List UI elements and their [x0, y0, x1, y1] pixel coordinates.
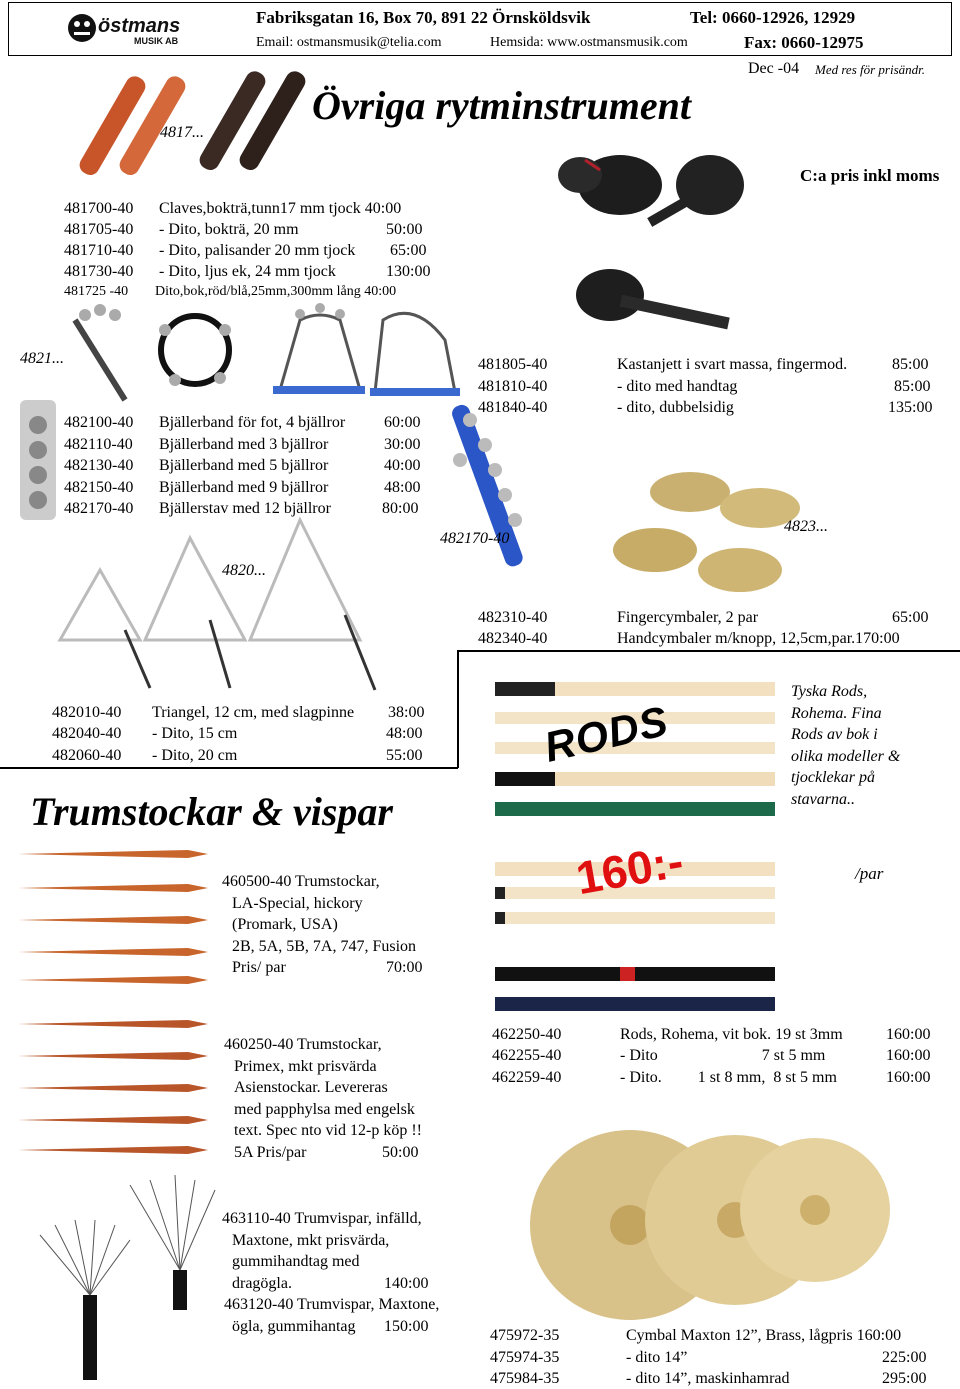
- divider-vertical: [457, 650, 459, 768]
- sticks2-text: 460250-40 Trumstockar, Primex, mkt prisvärda Asienstockar. Levereras med papphylsa med engelsk text. Spec nto vid 12-p köp !! 5A Pris/par 50:00: [224, 1036, 422, 1161]
- rods-per-label: /par: [855, 864, 884, 883]
- ostmans-logo: [64, 8, 194, 48]
- drumsticks-image-2: [18, 1018, 208, 1158]
- brushes-image: [30, 1175, 220, 1385]
- finger-cymbals-image: [610, 460, 810, 600]
- castanets-image: [540, 130, 790, 345]
- divider-left: [0, 767, 458, 769]
- drumsticks-image-1: [18, 848, 208, 988]
- cymbals-image: [520, 1115, 895, 1330]
- triangles-label: 4820...: [222, 562, 266, 579]
- page-title: Övriga rytminstrument: [312, 83, 691, 128]
- bell-stick-label: 482170-40: [440, 530, 510, 547]
- header-address: Fabriksgatan 16, Box 70, 891 22 Örnsköldsvik: [256, 8, 591, 27]
- drumsticks-title: Trumstockar & vispar: [30, 789, 393, 834]
- claves-label: 4817...: [160, 124, 204, 141]
- svg-text:MUSIK AB: MUSIK AB: [134, 36, 179, 46]
- header-date: Dec -04: [748, 60, 800, 77]
- rods-logo: RODS: [540, 696, 673, 771]
- finger-cymbals-label: 4823...: [784, 518, 828, 535]
- rods-promo-price: 160:-: [572, 834, 687, 905]
- header-tel: Tel: 0660-12926, 12929: [690, 8, 856, 27]
- rods-note: Tyska Rods, Rohema. Fina Rods av bok i olika modeller & tjocklekar på stavarna..: [791, 683, 901, 808]
- header-web[interactable]: Hemsida: www.ostmansmusik.com: [490, 35, 688, 50]
- brushes-text: 463110-40 Trumvispar, infälld, Maxtone, mkt prisvärda, gummihandtag med dragögla. 140:00 463120-40 Trumvispar, Maxtone, ögla, gummihantag 150:00: [222, 1210, 440, 1335]
- sticks1-text: 460500-40 Trumstockar, LA-Special, hickory (Promark, USA) 2B, 5A, 5B, 7A, 747, Fusion Pris/ par 70:00: [222, 873, 423, 977]
- svg-text:östmans: östmans: [98, 15, 181, 37]
- divider-right: [457, 650, 960, 652]
- header-email[interactable]: Email: ostmansmusik@telia.com: [256, 35, 442, 50]
- price-note: C:a pris inkl moms: [800, 166, 940, 185]
- bells-label: 4821...: [20, 350, 64, 367]
- triangles-image: [55, 520, 475, 700]
- header-fax: Fax: 0660-12975: [744, 33, 864, 52]
- header-date-note: Med res för prisändr.: [815, 62, 926, 77]
